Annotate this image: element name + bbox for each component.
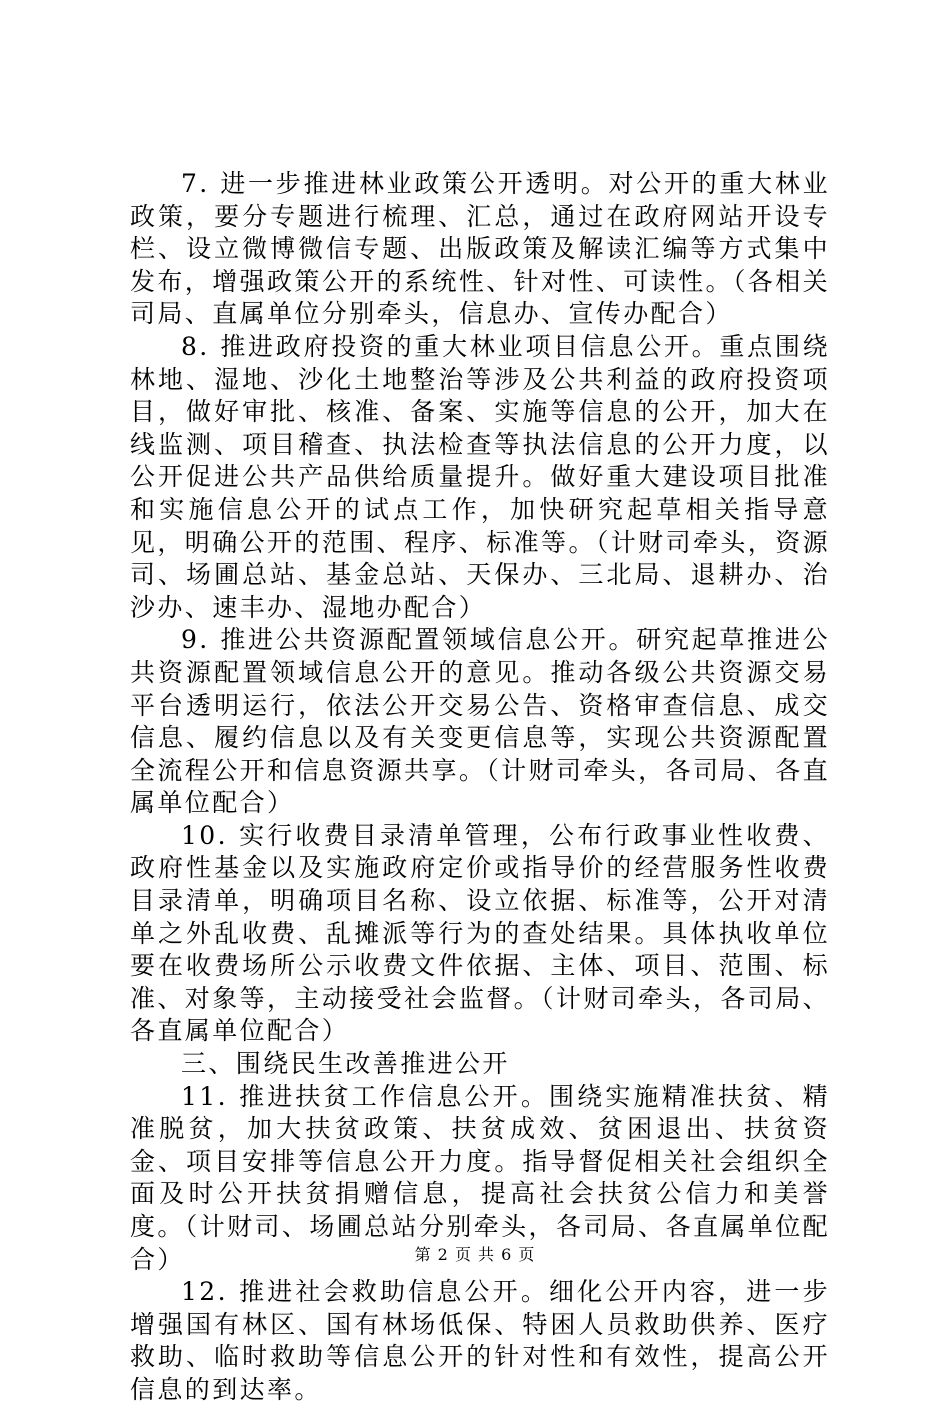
paragraph-item-12: 12. 推进社会救助信息公开。细化公开内容，进一步增强国有林区、国有林场低保、特困人员救助供养、医疗救助、临时救助等信息公开的针对性和有效性，提高公开信息的到达率。 xyxy=(130,1277,830,1404)
document-body xyxy=(130,168,830,1407)
paragraph-item-11: 11. 推进扶贫工作信息公开。围绕实施精准扶贫、精准脱贫，加大扶贫政策、扶贫成效、贫困退出、扶贫资金、项目安排等信息公开力度。指导督促相关社会组织全面及时公开扶贫捐赠信息，提高社会扶贫公信力和美誉度。（计财司、场圃总站分别牵头，各司局、各直属单位配合） xyxy=(130,1081,830,1274)
paragraph-item-8: 8. 推进政府投资的重大林业项目信息公开。重点围绕林地、湿地、沙化土地整治等涉及公共利益的政府投资项目，做好审批、核准、备案、实施等信息的公开，加大在线监测、项目稽查、执法检查等执法信息的公开力度，以公开促进公共产品供给质量提升。做好重大建设项目批准和实施信息公开的试点工作，加快研究起草相关指导意见，明确公开的范围、程序、标准等。（计财司牵头，资源司、场圃总站、基金总站、天保办、三北局、退耕办、治沙办、速丰办、湿地办配合） xyxy=(130,331,830,622)
section-heading: 三、围绕民生改善推进公开 xyxy=(181,1049,510,1079)
paragraph-item-9: 9. 推进公共资源配置领域信息公开。研究起草推进公共资源配置领域信息公开的意见。推动各级公共资源交易平台透明运行，依法公开交易公告、资格审查信息、成交信息、履约信息以及有关变更信息等，实现公共资源配置全流程公开和信息资源共享。（计财司牵头，各司局、各直属单位配合） xyxy=(130,625,830,818)
paragraph-item-7: 7. 进一步推进林业政策公开透明。对公开的重大林业政策，要分专题进行梳理、汇总，通过在政府网站开设专栏、设立微博微信专题、出版政策及解读汇编等方式集中发布，增强政策公开的系统性、针对性、可读性。（各相关司局、直属单位分别牵头，信息办、宣传办配合） xyxy=(130,169,830,329)
paragraph-item-10: 10. 实行收费目录清单管理，公布行政事业性收费、政府性基金以及实施政府定价或指导价的经营服务性收费目录清单，明确项目名称、设立依据、标准等，公开对清单之外乱收费、乱摊派等行为的查处结果。具体执收单位要在收费场所公示收费文件依据、主体、项目、范围、标准、对象等，主动接受社会监督。（计财司牵头，各司局、各直属单位配合） xyxy=(130,820,830,1046)
page-number-footer: 第 2 页 共 6 页 xyxy=(414,1245,536,1264)
